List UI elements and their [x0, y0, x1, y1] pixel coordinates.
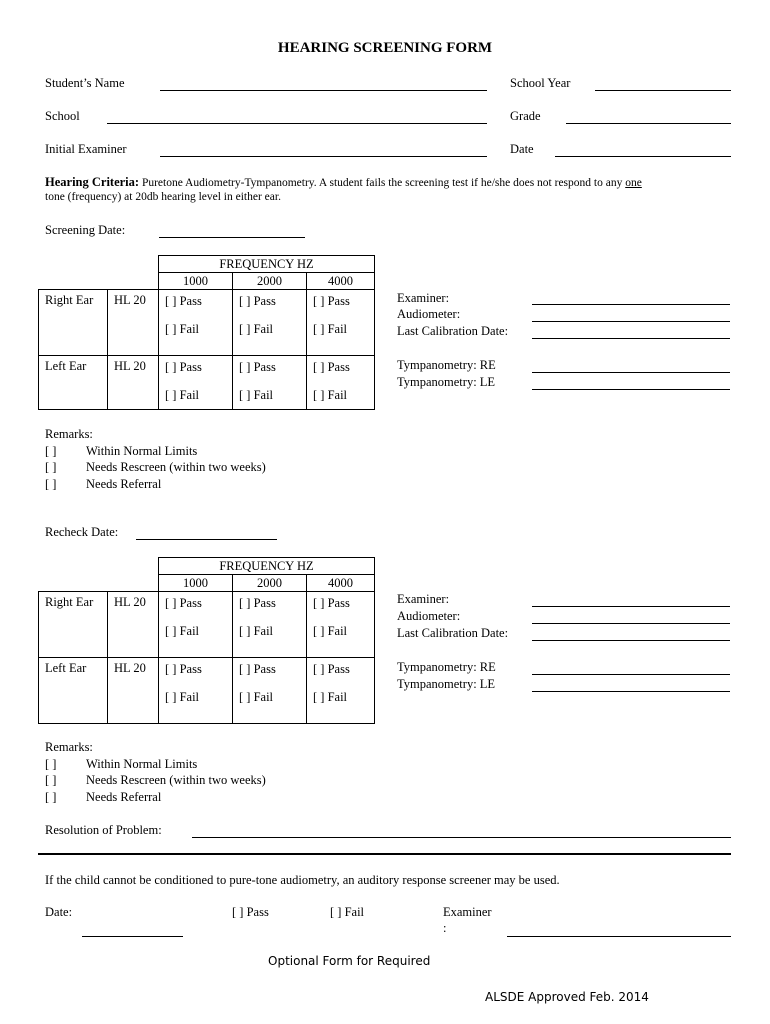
right-2000-fail[interactable]: [ ] Fail	[239, 322, 274, 336]
date-line[interactable]	[555, 156, 731, 157]
recheck-right-1000-cell	[159, 592, 233, 658]
conditioning-note: If the child cannot be conditioned to pure-tone audiometry, an auditory response screener may be used.	[45, 873, 560, 887]
frequency-header: FREQUENCY HZ	[159, 256, 375, 273]
recheck-examiner-line[interactable]	[532, 606, 730, 607]
right-2000-pass[interactable]: [ ] Pass	[239, 294, 276, 308]
grade-line[interactable]	[566, 123, 731, 124]
left-1000-pass[interactable]: [ ] Pass	[165, 360, 202, 374]
footer-examiner-colon: :	[443, 921, 447, 935]
recheck-right-1000-pass[interactable]: [ ] Pass	[165, 596, 202, 610]
recheck-right-2000-fail[interactable]: [ ] Fail	[239, 624, 274, 638]
recheck-right-4000-cell	[307, 592, 375, 658]
tymp-re-line[interactable]	[532, 372, 730, 373]
remark-checkbox[interactable]: [ ]	[45, 460, 57, 474]
criteria-label: Hearing Criteria:	[45, 175, 140, 189]
tymp-re-label: Tympanometry: RE	[397, 358, 496, 372]
left-4000-cell	[307, 356, 375, 410]
form-title: HEARING SCREENING FORM	[277, 40, 493, 56]
left-1000-fail[interactable]: [ ] Fail	[165, 388, 200, 402]
section-divider	[38, 853, 731, 855]
school-label: School	[45, 109, 80, 123]
right-4000-pass[interactable]: [ ] Pass	[313, 294, 350, 308]
footer-pass[interactable]: [ ] Pass	[232, 905, 269, 919]
frequency-header: FREQUENCY HZ	[159, 558, 375, 575]
recheck-left-2000-cell	[233, 658, 307, 724]
remarks-label: Remarks:	[45, 427, 93, 441]
criteria-text: Puretone Audiometry-Tympanometry. A student fails the screening test if he/she does not respond to any	[141, 177, 623, 189]
screening-date-label: Screening Date:	[45, 223, 126, 237]
initial-examiner-label: Initial Examiner	[45, 142, 127, 156]
recheck-tymp-re-line[interactable]	[532, 674, 730, 675]
criteria-line-2: tone (frequency) at 20db hearing level in either ear.	[45, 191, 281, 203]
recheck-audiometer-label: Audiometer:	[397, 609, 461, 623]
left-ear-label: Left Ear	[39, 658, 108, 724]
left-4000-pass[interactable]: [ ] Pass	[313, 360, 350, 374]
recheck-right-2000-cell	[233, 592, 307, 658]
recheck-remark-rescreen: Needs Rescreen (within two weeks)	[86, 773, 266, 787]
tymp-le-label: Tympanometry: LE	[397, 375, 496, 389]
recheck-left-2000-fail[interactable]: [ ] Fail	[239, 690, 274, 704]
footer-date-label: Date:	[45, 905, 73, 919]
criteria-underlined: one	[625, 177, 642, 189]
freq-2000: 2000	[233, 273, 307, 290]
recheck-examiner-label: Examiner:	[397, 592, 450, 606]
footer-examiner-label: Examiner	[443, 905, 492, 919]
recheck-left-4000-cell	[307, 658, 375, 724]
recheck-right-4000-pass[interactable]: [ ] Pass	[313, 596, 350, 610]
left-1000-cell	[159, 356, 233, 410]
left-2000-pass[interactable]: [ ] Pass	[239, 360, 276, 374]
right-1000-cell	[159, 290, 233, 356]
school-year-line[interactable]	[595, 90, 731, 91]
last-calibration-label: Last Calibration Date:	[397, 324, 509, 338]
criteria-line-1	[45, 175, 642, 190]
grade-label: Grade	[510, 109, 541, 123]
freq-4000: 4000	[307, 273, 375, 290]
remark-checkbox[interactable]: [ ]	[45, 757, 57, 771]
footer-examiner-line[interactable]	[507, 936, 731, 937]
examiner-label: Examiner:	[397, 291, 450, 305]
right-1000-fail[interactable]: [ ] Fail	[165, 322, 200, 336]
examiner-line[interactable]	[532, 304, 730, 305]
recheck-tymp-re-label: Tympanometry: RE	[397, 660, 496, 674]
screening-date-line[interactable]	[159, 237, 305, 238]
recheck-date-label: Recheck Date:	[45, 525, 119, 539]
freq-4000: 4000	[307, 575, 375, 592]
student-name-line[interactable]	[160, 90, 487, 91]
recheck-right-2000-pass[interactable]: [ ] Pass	[239, 596, 276, 610]
audiometer-label: Audiometer:	[397, 307, 461, 321]
recheck-left-1000-fail[interactable]: [ ] Fail	[165, 690, 200, 704]
optional-note: Optional Form for Required	[268, 954, 431, 968]
audiometer-line[interactable]	[532, 321, 730, 322]
hl-label: HL 20	[108, 658, 159, 724]
initial-examiner-line[interactable]	[160, 156, 487, 157]
approved-note: ALSDE Approved Feb. 2014	[485, 990, 649, 1004]
student-name-label: Student’s Name	[45, 76, 125, 90]
hl-label: HL 20	[108, 592, 159, 658]
footer-fail[interactable]: [ ] Fail	[330, 905, 365, 919]
school-line[interactable]	[107, 123, 487, 124]
recheck-left-1000-pass[interactable]: [ ] Pass	[165, 662, 202, 676]
hl-label: HL 20	[108, 356, 159, 410]
recheck-tymp-le-label: Tympanometry: LE	[397, 677, 496, 691]
right-4000-cell	[307, 290, 375, 356]
hl-label: HL 20	[108, 290, 159, 356]
left-4000-fail[interactable]: [ ] Fail	[313, 388, 348, 402]
remark-referral: Needs Referral	[86, 477, 162, 491]
remark-checkbox[interactable]: [ ]	[45, 773, 57, 787]
remark-normal: Within Normal Limits	[86, 444, 198, 458]
recheck-frequency-table	[38, 557, 375, 724]
right-ear-label: Right Ear	[39, 290, 108, 356]
left-2000-cell	[233, 356, 307, 410]
remark-checkbox[interactable]: [ ]	[45, 477, 57, 491]
remark-checkbox[interactable]: [ ]	[45, 790, 57, 804]
screening-frequency-table	[38, 255, 375, 410]
recheck-left-4000-fail[interactable]: [ ] Fail	[313, 690, 348, 704]
resolution-label: Resolution of Problem:	[45, 823, 162, 837]
recheck-last-calibration-label: Last Calibration Date:	[397, 626, 509, 640]
left-ear-label: Left Ear	[39, 356, 108, 410]
recheck-right-1000-fail[interactable]: [ ] Fail	[165, 624, 200, 638]
right-2000-cell	[233, 290, 307, 356]
recheck-remark-normal: Within Normal Limits	[86, 757, 198, 771]
tymp-le-line[interactable]	[532, 389, 730, 390]
remark-rescreen: Needs Rescreen (within two weeks)	[86, 460, 266, 474]
left-2000-fail[interactable]: [ ] Fail	[239, 388, 274, 402]
recheck-remarks-label: Remarks:	[45, 740, 93, 754]
school-year-label: School Year	[510, 76, 571, 90]
freq-2000: 2000	[233, 575, 307, 592]
recheck-left-2000-pass[interactable]: [ ] Pass	[239, 662, 276, 676]
footer-date-line[interactable]	[82, 936, 183, 937]
remark-checkbox[interactable]: [ ]	[45, 444, 57, 458]
freq-1000: 1000	[159, 575, 233, 592]
right-ear-label: Right Ear	[39, 592, 108, 658]
recheck-right-4000-fail[interactable]: [ ] Fail	[313, 624, 348, 638]
recheck-tymp-le-line[interactable]	[532, 691, 730, 692]
recheck-last-calibration-line[interactable]	[532, 640, 730, 641]
recheck-left-4000-pass[interactable]: [ ] Pass	[313, 662, 350, 676]
freq-1000: 1000	[159, 273, 233, 290]
recheck-audiometer-line[interactable]	[532, 623, 730, 624]
date-label: Date	[510, 142, 534, 156]
recheck-left-1000-cell	[159, 658, 233, 724]
recheck-date-line[interactable]	[136, 539, 277, 540]
right-4000-fail[interactable]: [ ] Fail	[313, 322, 348, 336]
right-1000-pass[interactable]: [ ] Pass	[165, 294, 202, 308]
recheck-remark-referral: Needs Referral	[86, 790, 162, 804]
last-calibration-line[interactable]	[532, 338, 730, 339]
resolution-line[interactable]	[192, 837, 731, 838]
